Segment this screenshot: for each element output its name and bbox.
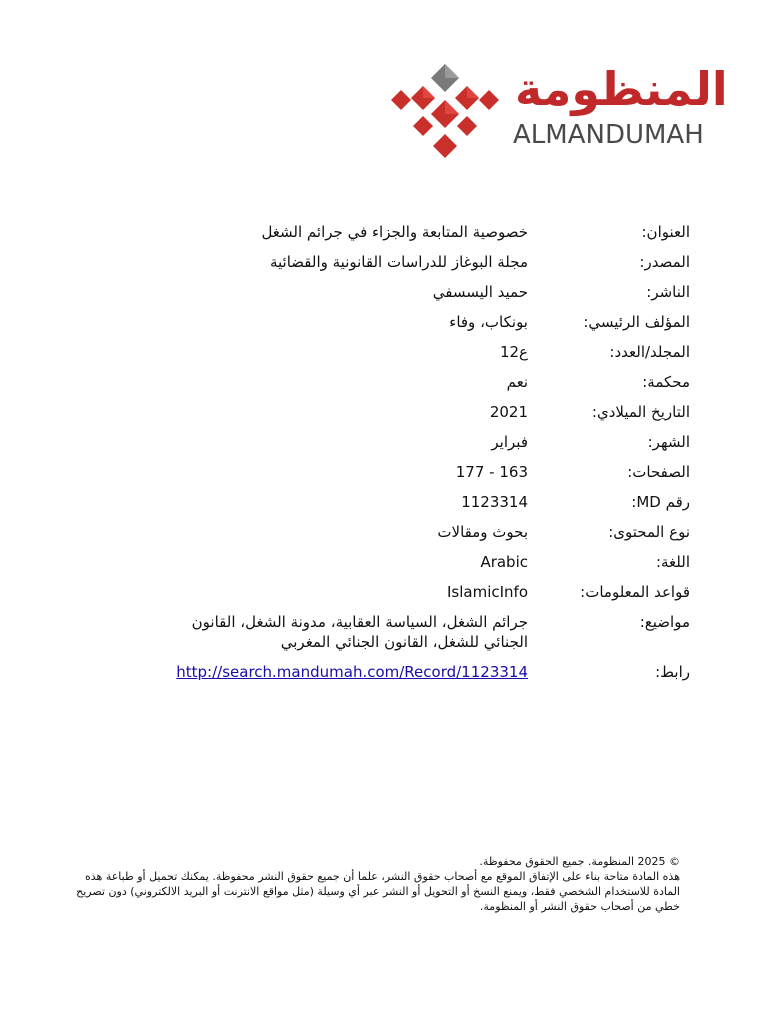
field-label: نوع المحتوى: [608, 523, 690, 541]
record-row-peer-reviewed [150, 372, 690, 392]
field-label: اللغة: [655, 553, 690, 571]
logo-arabic-text: المنظومة [515, 62, 728, 116]
field-value: ع12 [499, 343, 528, 361]
record-row-publisher [150, 282, 690, 302]
field-value: جرائم الشغل، السياسة العقابية، مدونة الشغل، القانون الجنائي للشغل، القانون الجنائي المغربي [191, 613, 528, 651]
record-link[interactable]: http://search.mandumah.com/Record/1123314 [176, 663, 528, 681]
record-row-year [150, 402, 690, 422]
field-label: مواضيع: [639, 613, 690, 631]
field-value: 2021 [489, 403, 528, 421]
record-row-volume-issue [150, 342, 690, 362]
field-value: خصوصية المتابعة والجزاء في جرائم الشغل [261, 223, 528, 241]
record-row-content-type [150, 522, 690, 542]
logo-english-text: ALMANDUMAH [513, 120, 704, 150]
field-label: الصفحات: [627, 463, 690, 481]
record-row-link [150, 662, 690, 682]
field-label: رابط: [655, 663, 690, 681]
field-label: المجلد/العدد: [609, 343, 690, 361]
field-value: فبراير [491, 433, 528, 451]
field-label: قواعد المعلومات: [580, 583, 690, 601]
record-metadata [150, 222, 690, 682]
record-row-language [150, 552, 690, 572]
field-label: الشهر: [647, 433, 690, 451]
field-value: مجلة البوغاز للدراسات القانونية والقضائية [269, 253, 528, 271]
almandumah-logo [385, 60, 728, 160]
field-value: حميد اليسسفي [432, 283, 528, 301]
field-value [150, 662, 528, 682]
field-value: 163 - 177 [455, 463, 528, 481]
field-label: المؤلف الرئيسي: [583, 313, 690, 331]
record-row-pages [150, 462, 690, 482]
field-label: محكمة: [642, 373, 690, 391]
record-row-month [150, 432, 690, 452]
field-value: بونكاب، وفاء [449, 313, 528, 331]
field-value: نعم [506, 373, 528, 391]
record-row-subjects [150, 612, 690, 652]
field-value: 1123314 [461, 493, 528, 511]
record-row-source [150, 252, 690, 272]
record-row-author [150, 312, 690, 332]
copyright-notice: هذه المادة متاحة بناء على الإتفاق الموقع مع أصحاب حقوق النشر، علما أن جميع حقوق النشر محفوظة. يمكنك تحميل أو طباعة هذه المادة للاستخدام الشخصي فقط، ويمنع النسخ أو التحويل أو النشر عبر أي وسيلة (مثل مواقع الانترنت أو البريد الالكتروني) دون تصريح خطي من أصحاب حقوق النشر أو المنظومة. [76, 870, 680, 913]
record-row-databases [150, 582, 690, 602]
field-value: IslamicInfo [446, 583, 528, 601]
copyright-footer [60, 854, 680, 914]
field-label: التاريخ الميلادي: [591, 403, 690, 421]
field-value: بحوث ومقالات [437, 523, 528, 541]
record-row-title [150, 222, 690, 242]
field-label: المصدر: [639, 253, 690, 271]
copyright-line: © 2025 المنظومة. جميع الحقوق محفوظة. [479, 855, 680, 868]
field-value: Arabic [480, 553, 528, 571]
field-label: العنوان: [641, 223, 690, 241]
record-row-md-number [150, 492, 690, 512]
logo-diamond-mark [385, 60, 505, 160]
field-label: الناشر: [646, 283, 690, 301]
field-label: رقم MD: [631, 493, 690, 511]
